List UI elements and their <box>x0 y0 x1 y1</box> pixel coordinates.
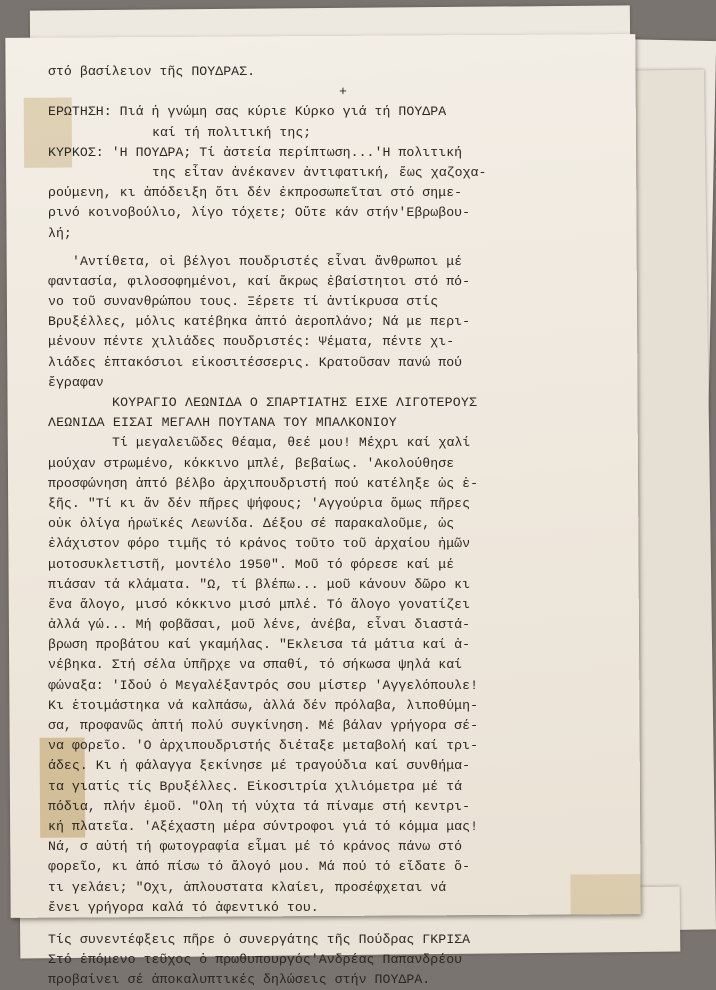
text-line: μοτοσυκλετιστῆ, μοντέλο 1950". Μοῦ τό φόρεσε καί μέ <box>48 556 455 572</box>
text-line: φώναξα: 'Ιδού ὁ Μεγαλέξαντρός σου μίστερ 'Αγγελόπουλε! <box>48 677 479 693</box>
text-line: οὐκ ὀλίγα ἡρωϊκές Λεωνίδα. Δέξου σέ παρακαλοῦμε, ὡς <box>48 516 455 532</box>
text-line: Νά, σ αὐτή τή φωτογραφία εἶμαι μέ τό κράνος πάνω στό <box>48 839 463 855</box>
text-line: λή; <box>48 225 72 241</box>
text-line: βρωση προβάτου καί γκαμήλας. "Εκλεισα τά μάτια καί ἀ- <box>48 637 471 653</box>
text-line: φορεῖο, κι ἀπό πίσω τό ἄλογό μου. Μά πού τό εἴδατε ὅ- <box>48 859 471 875</box>
credits-line: Τίς συνεντέφξεις πῆρε ὁ συνεργάτης τῆς Πούδρας ΓΚΡΙΣΑ <box>48 931 471 947</box>
text-line: ρινό κοινοβούλιο, λίγο τόχετε; Οὔτε κάν στήν'Εβρωβου- <box>48 205 471 221</box>
banner-text-line: ΚΟΥΡΑΓΙΟ ΛΕΩΝΙΔΑ Ο ΣΠΑΡΤΙΑΤΗΣ ΕΙΧΕ ΛΙΓΟΤΕΡΟΥΣ <box>112 395 478 410</box>
text-line: ρούμενη, κι ἀπόδειξη ὅτι δέν ἐκπροσωπεῖται στό σημε- <box>48 185 463 201</box>
text-line: καί τή πολιτική της; <box>152 124 312 140</box>
text-line: στό βασίλειον τῆς ΠΟΥΔΡΑΣ. <box>48 64 256 79</box>
answer-label-line: ΚΥΡΚΟΣ: 'Η ΠΟΥΔΡΑ; Τί ἀστεία περίπτωση...'Η πολιτική <box>48 144 463 160</box>
page-text <box>48 62 638 990</box>
text-line: ἕνα ἄλογο, μισό κόκκινο μισό μπλέ. Τό ἄλογο γονατίζει <box>48 596 471 612</box>
text-line: σα, προφανῶς ἀπτή πολύ συγκίνηση. Μέ βάλαν γρήγορα σέ- <box>48 718 479 733</box>
text-line: ἔνει γρήγορα καλά τό ἀφεντικό του. <box>48 899 319 915</box>
text-line: της εἶταν ἀνέκανεν ἀντιφατική, ἕως χαζοχα- <box>152 164 487 180</box>
next-issue-line: προβαίνει σέ ἀποκαλυπτικές δηλώσεις στήν ΠΟΥΔΡΑ. <box>48 972 431 988</box>
text-line: άδες. Κι ἡ φάλαγγα ξεκίνησε μέ τραγούδια καί συνθήμα- <box>48 758 471 774</box>
text-line: λιάδες ἑπτακόσιοι εἰκοσιτέσσερις. Κρατοῦσαν πανώ πού <box>48 354 463 370</box>
text-line: ἐλάχιστον φόρο τιμῆς τό κράνος τοῦτο τοῦ ἀρχαίου ἡμῶν <box>48 536 471 552</box>
text-line: νο τοῦ συνανθρώπου τους. Ξέρετε τί ἀντίκρυσα στίς <box>48 294 439 310</box>
banner-text-line: ΛΕΩΝΙΔΑ ΕΙΣΑΙ ΜΕΓΑΛΗ ΠΟΥΤΑΝΑ ΤΟΥ ΜΠΑΛΚΟΝΙΟΥ <box>48 415 397 431</box>
text-line: ξῆς. "Τί κι ἄν δέν πῆρες ψήφους; 'Αγγούρια ὅμως πῆρες <box>48 495 471 511</box>
text-line: Βρυξέλλες, μόλις κατέβηκα ἀπτό ἀεροπλάνο; Νά με περι- <box>48 314 471 330</box>
text-line: μούχαν στρωμένο, κόκκινο μπλέ, βεβαίως. 'Ακολούθησε <box>48 455 455 471</box>
text-line: ἀλλά γώ... Μή φοβᾶσαι, μοῦ λένε, ἀνέβα, εἶναι διαστά- <box>48 617 471 633</box>
text-line: πιάσαν τά κλάματα. "Ω, τί βλέπω... μοῦ κάνουν δῶρο κι <box>48 576 471 592</box>
text-line: μένουν πέντε χιλιάδες πουδριστές: Ψέματα, πέντε χι- <box>48 334 455 350</box>
next-issue-line: Στό ἑπόμενο τεῦχος ὁ πρωθυπουργός'Ανδρέας Παπανδρέου <box>48 952 463 968</box>
question-label-line: ΕΡΩΤΗΣΗ: Πιά ἡ γνώμη σας κύριε Κύρκο γιά τή ΠΟΥΔΡΑ <box>48 104 447 120</box>
text-line: νέβηκα. Στή σέλα ὑπῆρχε να σπαθί, τό σήκωσα ψηλά καί <box>48 657 463 673</box>
text-line: να φορεῖο. 'Ο ἀρχιπουδριστής διέταξε μεταβολή καί τρι- <box>48 738 479 754</box>
text-line: Κι ἑτοιμάστηκα νά καλπάσω, ἀλλά δέν πρόλαβα, λιποθύμη- <box>48 697 479 713</box>
text-line: φαντασία, φιλοσοφημένοι, καί ἄκρως ἐβαίστητοι στό πό- <box>48 273 471 289</box>
text-line: ἔγραφαν <box>48 374 104 390</box>
text-line: τι γελάει; "Οχι, ἁπλουστατα κλαίει, προσέφχεται νά <box>48 879 447 895</box>
separator-cross: + <box>339 84 347 100</box>
text-line: κή πλατεῖα. 'Αξέχαστη μέρα σύντροφοι γιά τό κόμμα μας! <box>48 818 479 834</box>
text-line: 'Αντίθετα, οἱ βέλγοι πουδριστές εἶναι ἄνθρωποι μέ <box>72 253 463 269</box>
text-line: Τί μεγαλειῶδες θέαμα, θεέ μου! Μέχρι καί χαλί <box>112 435 471 451</box>
text-line: τα γιατίς τίς Βρυξέλλες. Εἰκοσιτρία χιλιόμετρα μέ τά <box>48 778 463 794</box>
text-line: πόδια, πλήν ἐμοῦ. "Ολη τή νύχτα τά πίναμε στή κεντρι- <box>48 798 471 814</box>
text-line: προσφώνηση ἀπτό βέλβο ἀρχιπουδριστή πού κατέληξε ὡς ἑ- <box>48 475 479 491</box>
